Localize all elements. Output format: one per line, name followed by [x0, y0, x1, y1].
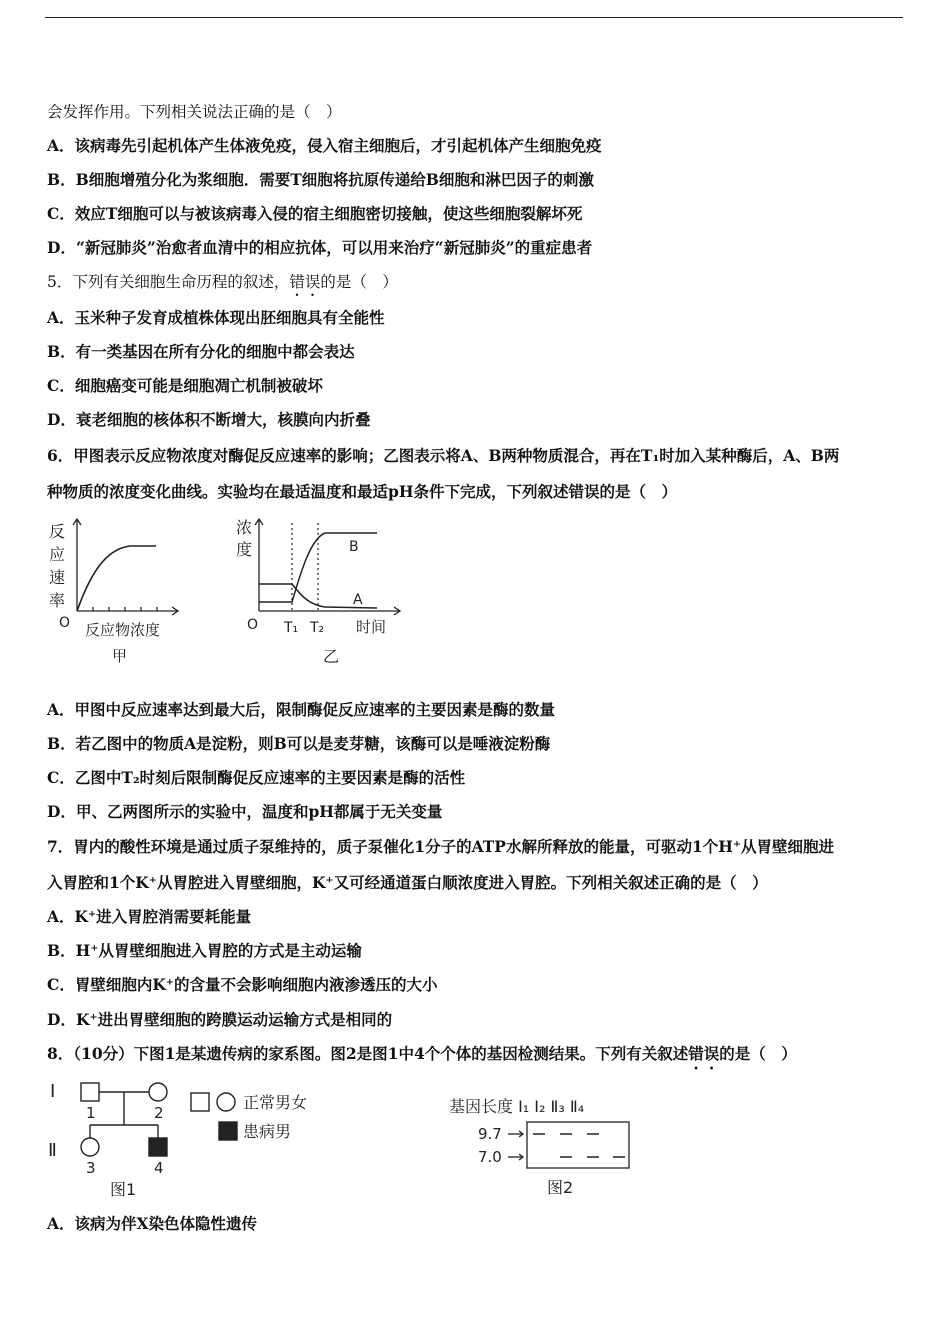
q7-stem-line1: 7．胃内的酸性环境是通过质子泵维持的，质子泵催化1分子的ATP水解所释放的能量，可驱动1个H⁺从胃壁细胞进	[47, 837, 835, 856]
q4-option-b: B．B细胞增殖分化为浆细胞．需要T细胞将抗原传递给B细胞和淋巴因子的刺激	[47, 170, 594, 189]
pedigree-num-3: 3	[86, 1159, 96, 1177]
q8-emphasis: 错误	[688, 1044, 720, 1063]
legend-normal-female-icon	[217, 1093, 235, 1111]
jia-ylabel-3: 速	[49, 568, 66, 587]
jia-ylabel-2: 应	[49, 545, 66, 564]
header-rule	[45, 17, 903, 18]
q5-stem	[47, 272, 398, 300]
jia-curve	[77, 546, 156, 611]
pedigree-num-2: 2	[154, 1104, 164, 1122]
q5-stem-text: 5．下列有关细胞生命历程的叙述，	[47, 273, 290, 291]
q5-emphasis: 错误	[289, 273, 321, 291]
figure-yi	[230, 515, 410, 675]
q4-option-a: A．该病毒先引起机体产生体液免疫，侵入宿主细胞后，才引起机体产生细胞免疫	[47, 136, 602, 155]
legend-affected-icon	[219, 1122, 237, 1140]
gel-band-label-1: 9.7	[478, 1125, 502, 1143]
pedigree-female-2	[149, 1083, 167, 1101]
jia-origin: O	[59, 615, 71, 631]
gel-header: 基因长度 I₁ I₂ Ⅱ₃ Ⅱ₄	[449, 1097, 585, 1116]
q8-option-a: A．该病为伴X染色体隐性遗传	[47, 1214, 258, 1233]
pedigree-gen-1: I	[50, 1081, 56, 1102]
q6-stem-line1: 6．甲图表示反应物浓度对酶促反应速率的影响；乙图表示将A、B两种物质混合，再在T₁时加入某种酶后，A、B两	[47, 446, 840, 465]
pedigree-num-1: 1	[86, 1104, 96, 1122]
figure-2-gel	[445, 1092, 645, 1207]
pedigree-num-4: 4	[154, 1159, 164, 1177]
q8-stem-text: 8．（10分）下图1是某遗传病的家系图。图2是图1中4个个体的基因检测结果。下列有关叙述	[47, 1044, 689, 1063]
yi-origin: O	[247, 617, 259, 633]
q4-option-c: C．效应T细胞可以与被该病毒入侵的宿主细胞密切接触，使这些细胞裂解坏死	[47, 204, 583, 223]
yi-xlabel: 时间	[356, 618, 387, 636]
pedigree-male-1	[81, 1083, 99, 1101]
figure-2-caption: 图2	[547, 1178, 574, 1197]
figure-1-pedigree	[40, 1075, 340, 1205]
yi-label-a: A	[353, 592, 363, 608]
yi-label-b: B	[349, 539, 359, 555]
pedigree-affected-male-4	[149, 1138, 167, 1156]
jia-xlabel: 反应物浓度	[85, 621, 161, 639]
yi-caption: 乙	[323, 647, 340, 666]
q6-option-b: B．若乙图中的物质A是淀粉，则B可以是麦芽糖，该酶可以是唾液淀粉酶	[47, 734, 551, 753]
q8-stem	[47, 1044, 797, 1073]
q8-stem-end: 的是（ ）	[719, 1044, 797, 1063]
jia-ylabel-1: 反	[49, 522, 66, 541]
yi-ylabel-1: 浓	[236, 518, 253, 537]
gel-bands	[533, 1134, 625, 1157]
q4-option-d: D．“新冠肺炎”治愈者血清中的相应抗体，可以用来治疗“新冠肺炎”的重症患者	[47, 238, 593, 257]
q6-stem-line2: 种物质的浓度变化曲线。实验均在最适温度和最适pH条件下完成，下列叙述错误的是（ ）	[47, 482, 677, 501]
q7-stem-line2: 入胃腔和1个K⁺从胃腔进入胃壁细胞，K⁺又可经通道蛋白顺浓度进入胃腔。下列相关叙述正确的是（ ）	[47, 873, 768, 892]
q7-option-d: D．K⁺进出胃壁细胞的跨膜运动运输方式是相同的	[47, 1010, 393, 1029]
q6-option-c: C．乙图中T₂时刻后限制酶促反应速率的主要因素是酶的活性	[47, 768, 466, 787]
legend-affected-label: 患病男	[243, 1122, 292, 1141]
yi-ylabel-2: 度	[236, 540, 253, 559]
q7-option-b: B．H⁺从胃壁细胞进入胃腔的方式是主动运输	[47, 941, 362, 960]
yi-t1-label: T₁	[284, 620, 299, 636]
gel-frame	[527, 1122, 629, 1168]
q5-option-a: A．玉米种子发育成植株体现出胚细胞具有全能性	[47, 308, 385, 327]
figure-jia	[40, 515, 190, 675]
pedigree-female-3	[81, 1138, 99, 1156]
jia-caption: 甲	[112, 647, 128, 665]
legend-normal-male-icon	[191, 1093, 209, 1111]
q5-option-c: C．细胞癌变可能是细胞凋亡机制被破坏	[47, 376, 323, 395]
q7-option-c: C．胃壁细胞内K⁺的含量不会影响细胞内液渗透压的大小	[47, 975, 438, 994]
figure-1-caption: 图1	[110, 1180, 137, 1199]
q5-option-b: B．有一类基因在所有分化的细胞中都会表达	[47, 342, 355, 361]
q4-stem-tail: 会发挥作用。下列相关说法正确的是（ ）	[47, 103, 342, 121]
q7-option-a: A．K⁺进入胃腔消需要耗能量	[47, 907, 252, 926]
jia-ylabel-4: 率	[49, 591, 66, 610]
q6-option-d: D．甲、乙两图所示的实验中，温度和pH都属于无关变量	[47, 802, 443, 821]
pedigree-gen-2: Ⅱ	[48, 1140, 57, 1161]
legend-normal-label: 正常男女	[243, 1093, 308, 1112]
q5-stem-end: 的是（ ）	[320, 273, 398, 291]
q6-option-a: A．甲图中反应速率达到最大后，限制酶促反应速率的主要因素是酶的数量	[47, 700, 556, 719]
q5-option-d: D．衰老细胞的核体积不断增大，核膜向内折叠	[47, 410, 371, 429]
gel-band-label-2: 7.0	[478, 1148, 502, 1166]
yi-t2-label: T₂	[310, 620, 325, 636]
